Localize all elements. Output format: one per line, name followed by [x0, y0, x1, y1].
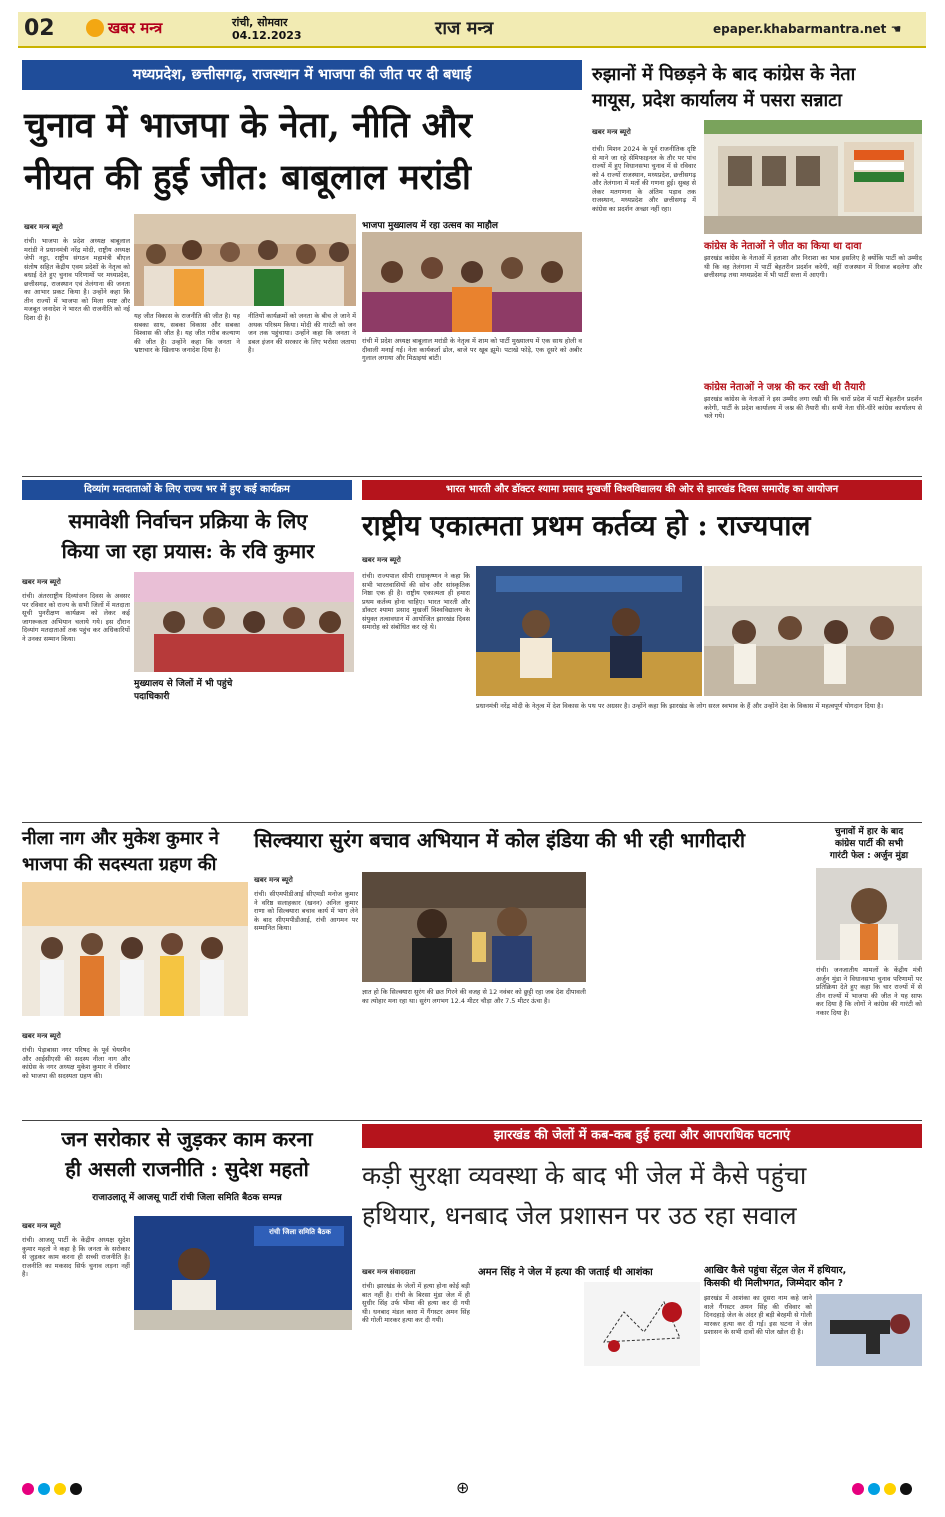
story8-banner-text: रांची जिला समिति बैठक [269, 1228, 331, 1236]
registration-dot [900, 1483, 912, 1495]
story1-body-col2: यह जीत विकास के राजनीति की जीत है। यह सबका साथ, सबका विकास और सबका विश्वास की जीत है। यह जीत गरीब कल्याण की जीत है। उन्होंने कहा कि जनता ने भ्रष्टाचार के खिलाफ जनादेश दिया है। [134, 312, 240, 354]
story2-subhead-2: कांग्रेस नेताओं ने जश्न की कर रखी थी तैयारी [704, 382, 866, 393]
story4-photo-1 [476, 566, 702, 696]
story1-photo-2 [362, 232, 582, 332]
city-day: रांची, सोमवार [232, 16, 288, 29]
story7-body: रांची। जनजातीय मामलों के केंद्रीय मंत्री अर्जुन मुंडा ने विधानसभा चुनाव परिणामों पर प्रतिक्रिया देते हुए कहा कि चार राज्यों में से तीन राज्यों में भाजपा की जीत ने यह साफ कर दिया है कि लोगों ने कांग्रेस की गारंटी को नकार दिया है। [816, 966, 922, 1017]
story5-body: रांची। पेड़ाबासा नगर परिषद के पूर्व चेयरमैन और आईसीएसी की सदस्य नीला नाग और कांग्रेस के नगर अध्यक्ष मुकेश कुमार ने रविवार को भाजपा की सदस्यता ग्रहण की। [22, 1046, 130, 1080]
story9-headline[interactable]: कड़ी सुरक्षा व्यवस्था के बाद भी जेल में कैसे पहुंचा हथियार, धनबाद जेल प्रशासन पर उठ रहा सवाल [362, 1161, 807, 1230]
website-link[interactable]: epaper.khabarmantra.net ☚ [713, 22, 902, 36]
divider [22, 822, 922, 823]
story5-photo [22, 882, 248, 1016]
story1-kicker: मध्यप्रदेश, छत्तीसगढ़, राजस्थान में भाजपा की जीत पर दी बधाई [22, 60, 582, 90]
page-number: 02 [24, 16, 55, 41]
story3-headline[interactable]: समावेशी निर्वाचन प्रक्रिया के लिए किया जा रहा प्रयास: के रवि कुमार [61, 509, 315, 563]
story3-byline: खबर मन्त्र ब्यूरो [22, 578, 61, 586]
story4-kicker: भारत भारती और डॉक्टर श्यामा प्रसाद मुखर्जी विश्वविद्यालय की ओर से झारखंड दिवस समारोह का आयोजन [362, 480, 922, 500]
story9-photo-gun [816, 1294, 922, 1366]
registration-dot [70, 1483, 82, 1495]
registration-dot [54, 1483, 66, 1495]
story5-byline: खबर मन्त्र ब्यूरो [22, 1032, 61, 1040]
story6-body-2: ज्ञात हो कि सिल्क्यारा सुरंग की छत गिरने की वजह से 12 नवंबर को छुट्टी रहा जब देश दीपावली का त्योहार मना रहा था। सुरंग लगभग 12.4 मीटर चौड़ा और 7.5 मीटर ऊंचा है। [362, 988, 586, 1005]
story8-headline[interactable]: जन सरोकार से जुड़कर काम करना ही असली राजनीति : सुदेश महतो [61, 1127, 313, 1181]
story1-photo-1 [134, 214, 356, 306]
registration-dot [884, 1483, 896, 1495]
story7-photo [816, 868, 922, 960]
story6-headline[interactable]: सिल्क्यारा सुरंग बचाव अभियान में कोल इंडिया की भी रही भागीदारी [254, 828, 746, 852]
story4-photo-2 [704, 566, 922, 696]
color-registration-right [852, 1480, 916, 1499]
story2-sub-body-2: झारखंड कांग्रेस के नेताओं ने इस उम्मीद लगा रखी थी कि चारों प्रदेश में पार्टी बेहतरीन प्रदर्शन करेगी, पार्टी के प्रदेश कार्यालय में जश्न की तैयारी थी। सभी नेता धीरे-धीरे कांग्रेस कार्यालय से चले गये। [704, 395, 922, 420]
registration-dot [868, 1483, 880, 1495]
story3-photo [134, 572, 354, 672]
story9-kicker: झारखंड की जेलों में कब-कब हुई हत्या और आपराधिक घटनाएं [362, 1124, 922, 1148]
story1-body: रांची। भाजपा के प्रदेश अध्यक्ष बाबूलाल मरांडी ने प्रधानमंत्री नरेंद्र मोदी, राष्ट्रीय अध्यक्ष जेपी नड्डा, राष्ट्रीय संगठन महामंत्री बीएल संतोष सहित केंद्रीय एवम प्रदेशों के नेतृत्व को बधाई देते हुए चुनाव परिणामों पर मध्यप्रदेश, छत्तीसगढ़, राजस्थान एवं तेलंगाना की जनता का आभार प्रकट किया है। उन्होंने कहा कि तीन राज्यों में भाजपा को मिला स्पष्ट और मजबूत जनादेश ने भारत की राजनीति को नई दिशा दी है। [24, 237, 130, 322]
story1-body-col4: रांची में प्रदेश अध्यक्ष बाबूलाल मरांडी के नेतृत्व में शाम को पार्टी मुख्यालय में एक साथ होली व दीवाली मनाई गई। नेता कार्यकर्ता ढोल, बाजे पर खूब झूमे। पटाखे फोड़े, एक दूसरे को अबीर गुलाल लगाया और मिठाइयां बांटी। [362, 337, 582, 362]
story2-headline[interactable]: रुझानों में पिछड़ने के बाद कांग्रेस के नेता मायूस, प्रदेश कार्यालय में पसरा सन्नाटा [592, 64, 856, 111]
story8-kicker: राजाउलातू में आजसू पार्टी रांची जिला समिति बैठक सम्पन्न [92, 1193, 282, 1203]
story3-photo-caption: मुख्यालय से जिलों में भी पहुंचे पदाधिकारी [134, 679, 233, 702]
story1-byline: खबर मन्त्र ब्यूरो [24, 223, 63, 231]
story1-body-col3: नीतियों कार्यक्रमों को जनता के बीच ले जाने में अथक परिश्रम किया। मोदी की गारंटी को जन जन तक पहुंचाया। उन्होंने कहा कि जनता ने डबल इंजन की सरकार के लिए भरोसा जताया है। [248, 312, 356, 354]
story8-byline: खबर मन्त्र ब्यूरो [22, 1222, 61, 1230]
story9-subhead-2: आखिर कैसे पहुंचा सेंट्रल जेल में हथियार, किसकी थी मिलीभगत, जिम्मेदार कौन ? [704, 1265, 847, 1289]
story2-photo [704, 120, 922, 234]
story1-headline[interactable]: चुनाव में भाजपा के नेता, नीति और नीयत की हुई जीत: बाबूलाल मरांडी [24, 105, 472, 198]
registration-mark-icon: ⊕ [456, 1478, 470, 1497]
brand-name: खबर मन्त्र [108, 19, 163, 37]
story6-body: रांची। सीएमपीडीआई सीएमडी मनोज कुमार ने वरिष्ठ सलाहकार (खनन) अनिल कुमार राणा को सिल्क्यारा बचाव कार्य में भाग लेने के बाद सीएमपीडीआई, रांची आगमन पर सम्मानित किया। [254, 890, 358, 932]
divider [22, 476, 922, 477]
story4-headline[interactable]: राष्ट्रीय एकात्मता प्रथम कर्तव्य हो : राज्यपाल [362, 509, 811, 542]
story2-body: रांची। मिशन 2024 के पूर्व राजनीतिक दृष्टि से माने जा रहे सेमिफाइनल के तौर पर पांच राज्यों में हुए विधानसभा चुनाव में से रविवार को 4 राज्यों राजस्थान, मध्यप्रदेश, छत्तीसगढ़ और तेलंगाना में मतों की गणना हुई। सुबह से लेकर मतगणना के अंतिम पड़ाव तक राजस्थान, मध्यप्रदेश और छत्तीसगढ़ में कांग्रेस का प्रदर्शन अच्छा नहीं रहा। [592, 145, 696, 213]
story9-body: रांची। झारखंड के जेलों में हत्या होना कोई बड़ी बात नहीं है। रांची के बिरसा मुंडा जेल में ही सुधीर सिंह उर्फ भीमा की हत्या कर दी गयी थी। धनबाद मंडल कारा में गैंगस्टर अमन सिंह की गोली मारकर हत्या कर दी गयी। [362, 1282, 470, 1324]
story5-headline[interactable]: नीला नाग और मुकेश कुमार ने भाजपा की सदस्यता ग्रहण की [22, 828, 219, 875]
story2-sub-body-1: झारखंड कांग्रेस के नेताओं में हताशा और निराशा का भाव इसलिए है क्योंकि पार्टी को उम्मीद थी कि वह तेलंगाना में पार्टी बेहतरीन प्रदर्शन करेगी, वहीं राजस्थान में रिवाज बदलेगा और छत्तीसगढ़ तथा मध्यप्रदेश में भी पार्टी सत्ता में आएगी। [704, 254, 922, 279]
registration-dot [22, 1483, 34, 1495]
dateline [232, 16, 302, 42]
story8-photo [134, 1216, 352, 1330]
story6-photo [362, 872, 586, 982]
story7-headline[interactable]: चुनावों में हार के बाद कांग्रेस पार्टी की सभी गारंटी फेल : अर्जुन मुंडा [829, 827, 909, 861]
story3-body: रांची। अंतरराष्ट्रीय दिव्यांजन दिवस के अवसर पर रविवार को राज्य के सभी जिलों में मतदाता सूची पुनरीक्षण कार्यक्रम को लेकर कई जागरूकता अभियान चलाये गये। इस दौरान दिव्यांग मतदाताओं तक पहुंच कर अधिकारियों ने उनका सम्मान किया। [22, 592, 130, 643]
color-registration-left [22, 1480, 86, 1499]
story9-byline: खबर मन्त्र संवाददाता [362, 1268, 416, 1276]
registration-dot [852, 1483, 864, 1495]
story4-body: रांची। राज्यपाल सीपी राधाकृष्णन ने कहा कि सभी भारतवासियों की सोच और सांस्कृतिक निष्ठा एक ही है। राष्ट्रीय एकात्मता ही हमारा प्रथम कर्तव्य होना चाहिए। भारत भारती और डॉक्टर श्यामा प्रसाद मुखर्जी विश्वविद्यालय के संयुक्त तत्वावधान में आयोजित झारखंड दिवस समारोह को संबोधित कर रहे थे। [362, 572, 470, 631]
brand-logo-icon [86, 19, 104, 37]
story9-subhead-1: अमन सिंह ने जेल में हत्या की जताई थी आशंका [478, 1267, 653, 1278]
story4-body-2: प्रधानमंत्री नरेंद्र मोदी के नेतृत्व में देश विकास के पथ पर अग्रसर है। उन्होंने कहा कि झारखंड के लोग सरल स्वभाव के हैं और उन्होंने देश के विकास में महत्वपूर्ण योगदान दिया है। [476, 702, 884, 710]
story3-kicker: दिव्यांग मतदाताओं के लिए राज्य भर में हुए कई कार्यक्रम [22, 480, 352, 500]
story2-byline: खबर मन्त्र ब्यूरो [592, 128, 631, 136]
divider [22, 1120, 922, 1121]
story8-body: रांची। आजसू पार्टी के केंद्रीय अध्यक्ष सुदेश कुमार महतो ने कहा है कि जनता के सरोकार से जुड़कर काम करना ही सच्ची राजनीति है। राजनीति का मकसद सिर्फ चुनाव लड़ना नहीं है। [22, 1236, 130, 1278]
story4-byline: खबर मन्त्र ब्यूरो [362, 556, 401, 564]
registration-dot [38, 1483, 50, 1495]
story2-subhead-1: कांग्रेस के नेताओं ने जीत का किया था दावा [704, 241, 862, 252]
brand-logo [86, 18, 162, 38]
date: 04.12.2023 [232, 29, 302, 42]
story9-body-2: झारखंड में आशंका का दूसरा नाम कहे जाने वाले गैंगस्टर अमन सिंह की रविवार को दिनदहाड़े जेल के अंदर ही बड़ी बेरहमी से गोली मारकर हत्या कर दी गई। इस घटना ने जेल प्रशासन के सभी दावों की पोल खोल दी है। [704, 1294, 812, 1336]
story1-photo-caption: भाजपा मुख्यालय में रहा उत्सव का माहौल [362, 221, 499, 231]
cursor-icon: ☚ [890, 22, 902, 36]
section-title: राज मन्त्र [435, 18, 494, 39]
story6-byline: खबर मन्त्र ब्यूरो [254, 876, 293, 884]
story9-graphic-crime [584, 1282, 700, 1366]
